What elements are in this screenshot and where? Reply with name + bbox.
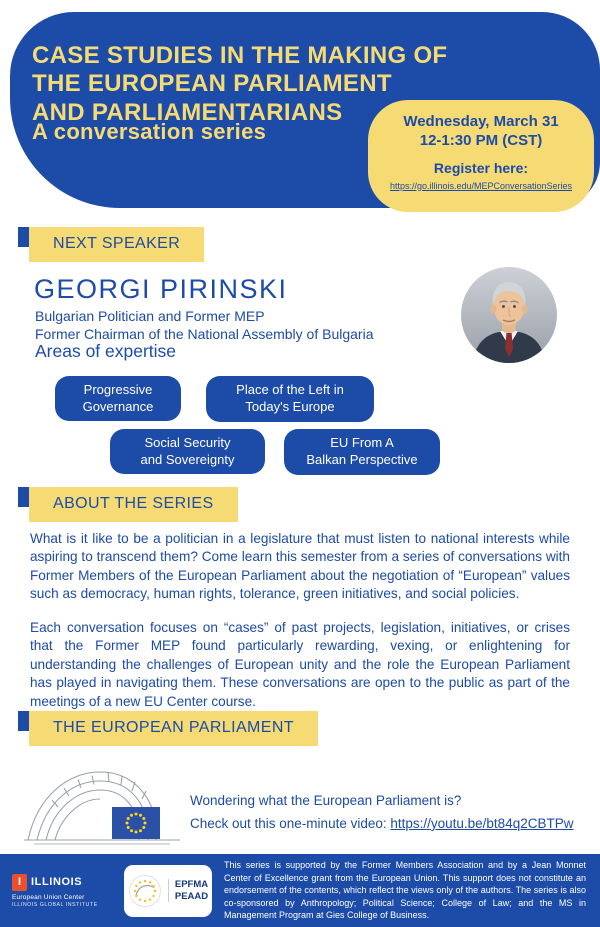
parliament-video-line — [190, 813, 573, 836]
fma-line-2: PEAAD — [174, 890, 209, 902]
poster-title-line-3: AND PARLIAMENTARIANS — [32, 98, 343, 126]
event-info-card — [368, 100, 594, 212]
illinois-wordmark — [12, 874, 112, 891]
global-institute-label: ILLINOIS GLOBAL INSTITUTE — [12, 901, 98, 908]
speaker-photo — [461, 267, 557, 363]
pill-line: Balkan Perspective — [306, 452, 418, 467]
expertise-pill-place-of-the-left — [206, 376, 374, 422]
illinois-word: ILLINOIS — [31, 876, 83, 888]
section-about-the-series — [18, 487, 238, 522]
block-i-icon: I — [12, 874, 27, 891]
speaker-name: GEORGI PIRINSKI — [34, 274, 288, 304]
about-series-heading: ABOUT THE SERIES — [29, 487, 238, 522]
next-speaker-heading: NEXT SPEAKER — [29, 227, 204, 262]
pill-line: Social Security — [144, 434, 231, 450]
european-parliament-heading: THE EUROPEAN PARLIAMENT — [29, 711, 318, 746]
poster-title-line-2: THE EUROPEAN PARLIAMENT — [32, 70, 392, 98]
pill-line: EU From A — [330, 435, 394, 451]
fma-logo-text — [168, 879, 208, 903]
speaker-role-line-1: Bulgarian Politician and Former MEP — [35, 308, 265, 324]
speaker-role-line-2: Former Chairman of the National Assembly of Bulgaria — [35, 326, 374, 343]
expertise-heading: Areas of expertise — [35, 341, 177, 361]
expertise-pill-social-security — [110, 429, 265, 474]
expertise-pill-balkan-perspective — [284, 429, 440, 475]
about-series-text — [30, 530, 570, 726]
poster-subtitle: A conversation series — [32, 119, 267, 144]
about-paragraph-1: What is it like to be a politician in a legislature that must listen to national interests while aspiring to transcend them? Come learn this semester from a series of conversations with Former Members of the European Parliament about the negotiation of “European” values such as democracy, human rights, tolerance, green initiatives, and social policies. — [30, 531, 570, 602]
video-line-prefix: Check out this one-minute video: — [190, 815, 391, 831]
pill-line: Progressive — [83, 381, 153, 397]
section-european-parliament — [18, 711, 318, 746]
parliament-graphic — [22, 760, 194, 854]
poster-title-line-1: CASE STUDIES IN THE MAKING OF — [32, 42, 448, 70]
speaker-portrait-icon — [461, 267, 557, 363]
fma-stars-circle-icon — [128, 874, 162, 908]
register-link[interactable]: https://go.illinois.edu/MEPConversationSeries — [389, 180, 573, 191]
parliament-question: Wondering what the European Parliament is? — [190, 793, 462, 808]
fma-line-1: EPFMA — [174, 878, 209, 890]
pill-line: and Sovereignty — [140, 451, 235, 467]
pill-line: Today's Europe — [245, 399, 335, 414]
pill-line: Place of the Left in — [236, 382, 344, 398]
eu-flag-icon — [112, 807, 160, 839]
fma-logo — [124, 865, 212, 917]
parliament-text — [190, 790, 573, 836]
pill-line: Governance — [82, 398, 154, 414]
speaker-roles — [35, 307, 373, 344]
footer — [0, 854, 600, 927]
eu-center-label: European Union Center — [12, 893, 85, 901]
register-label: Register here: — [433, 159, 529, 176]
section-next-speaker — [18, 227, 204, 262]
about-paragraph-2: Each conversation focuses on “cases” of past projects, legislation, initiatives, or crises that the Former MEP found particularly rewarding, vexing, or enlightening for understanding the challenges of European unity and the role the European Parliament has played in navigating them. These conversations are open to the public as part of the meetings of a new EU Center course. — [30, 619, 570, 709]
illinois-logo — [12, 874, 112, 908]
footer-disclaimer: This series is supported by the Former Members Association and by a Jean Monnet Center of Excellence grant from the European Union. This support does not constitute an endorsement of the contents, which reflect the views only of the authors. The series is also co-sponsored by Anthropology; Political Science; College of Law; and the MS in Management Program at Gies College of Business. — [224, 860, 586, 921]
event-time: 12-1:30 PM (CST) — [419, 131, 543, 149]
event-date: Wednesday, March 31 — [403, 113, 559, 130]
expertise-pill-progressive-governance — [55, 376, 181, 421]
video-link[interactable]: https://youtu.be/bt84q2CBTPw — [390, 815, 574, 831]
